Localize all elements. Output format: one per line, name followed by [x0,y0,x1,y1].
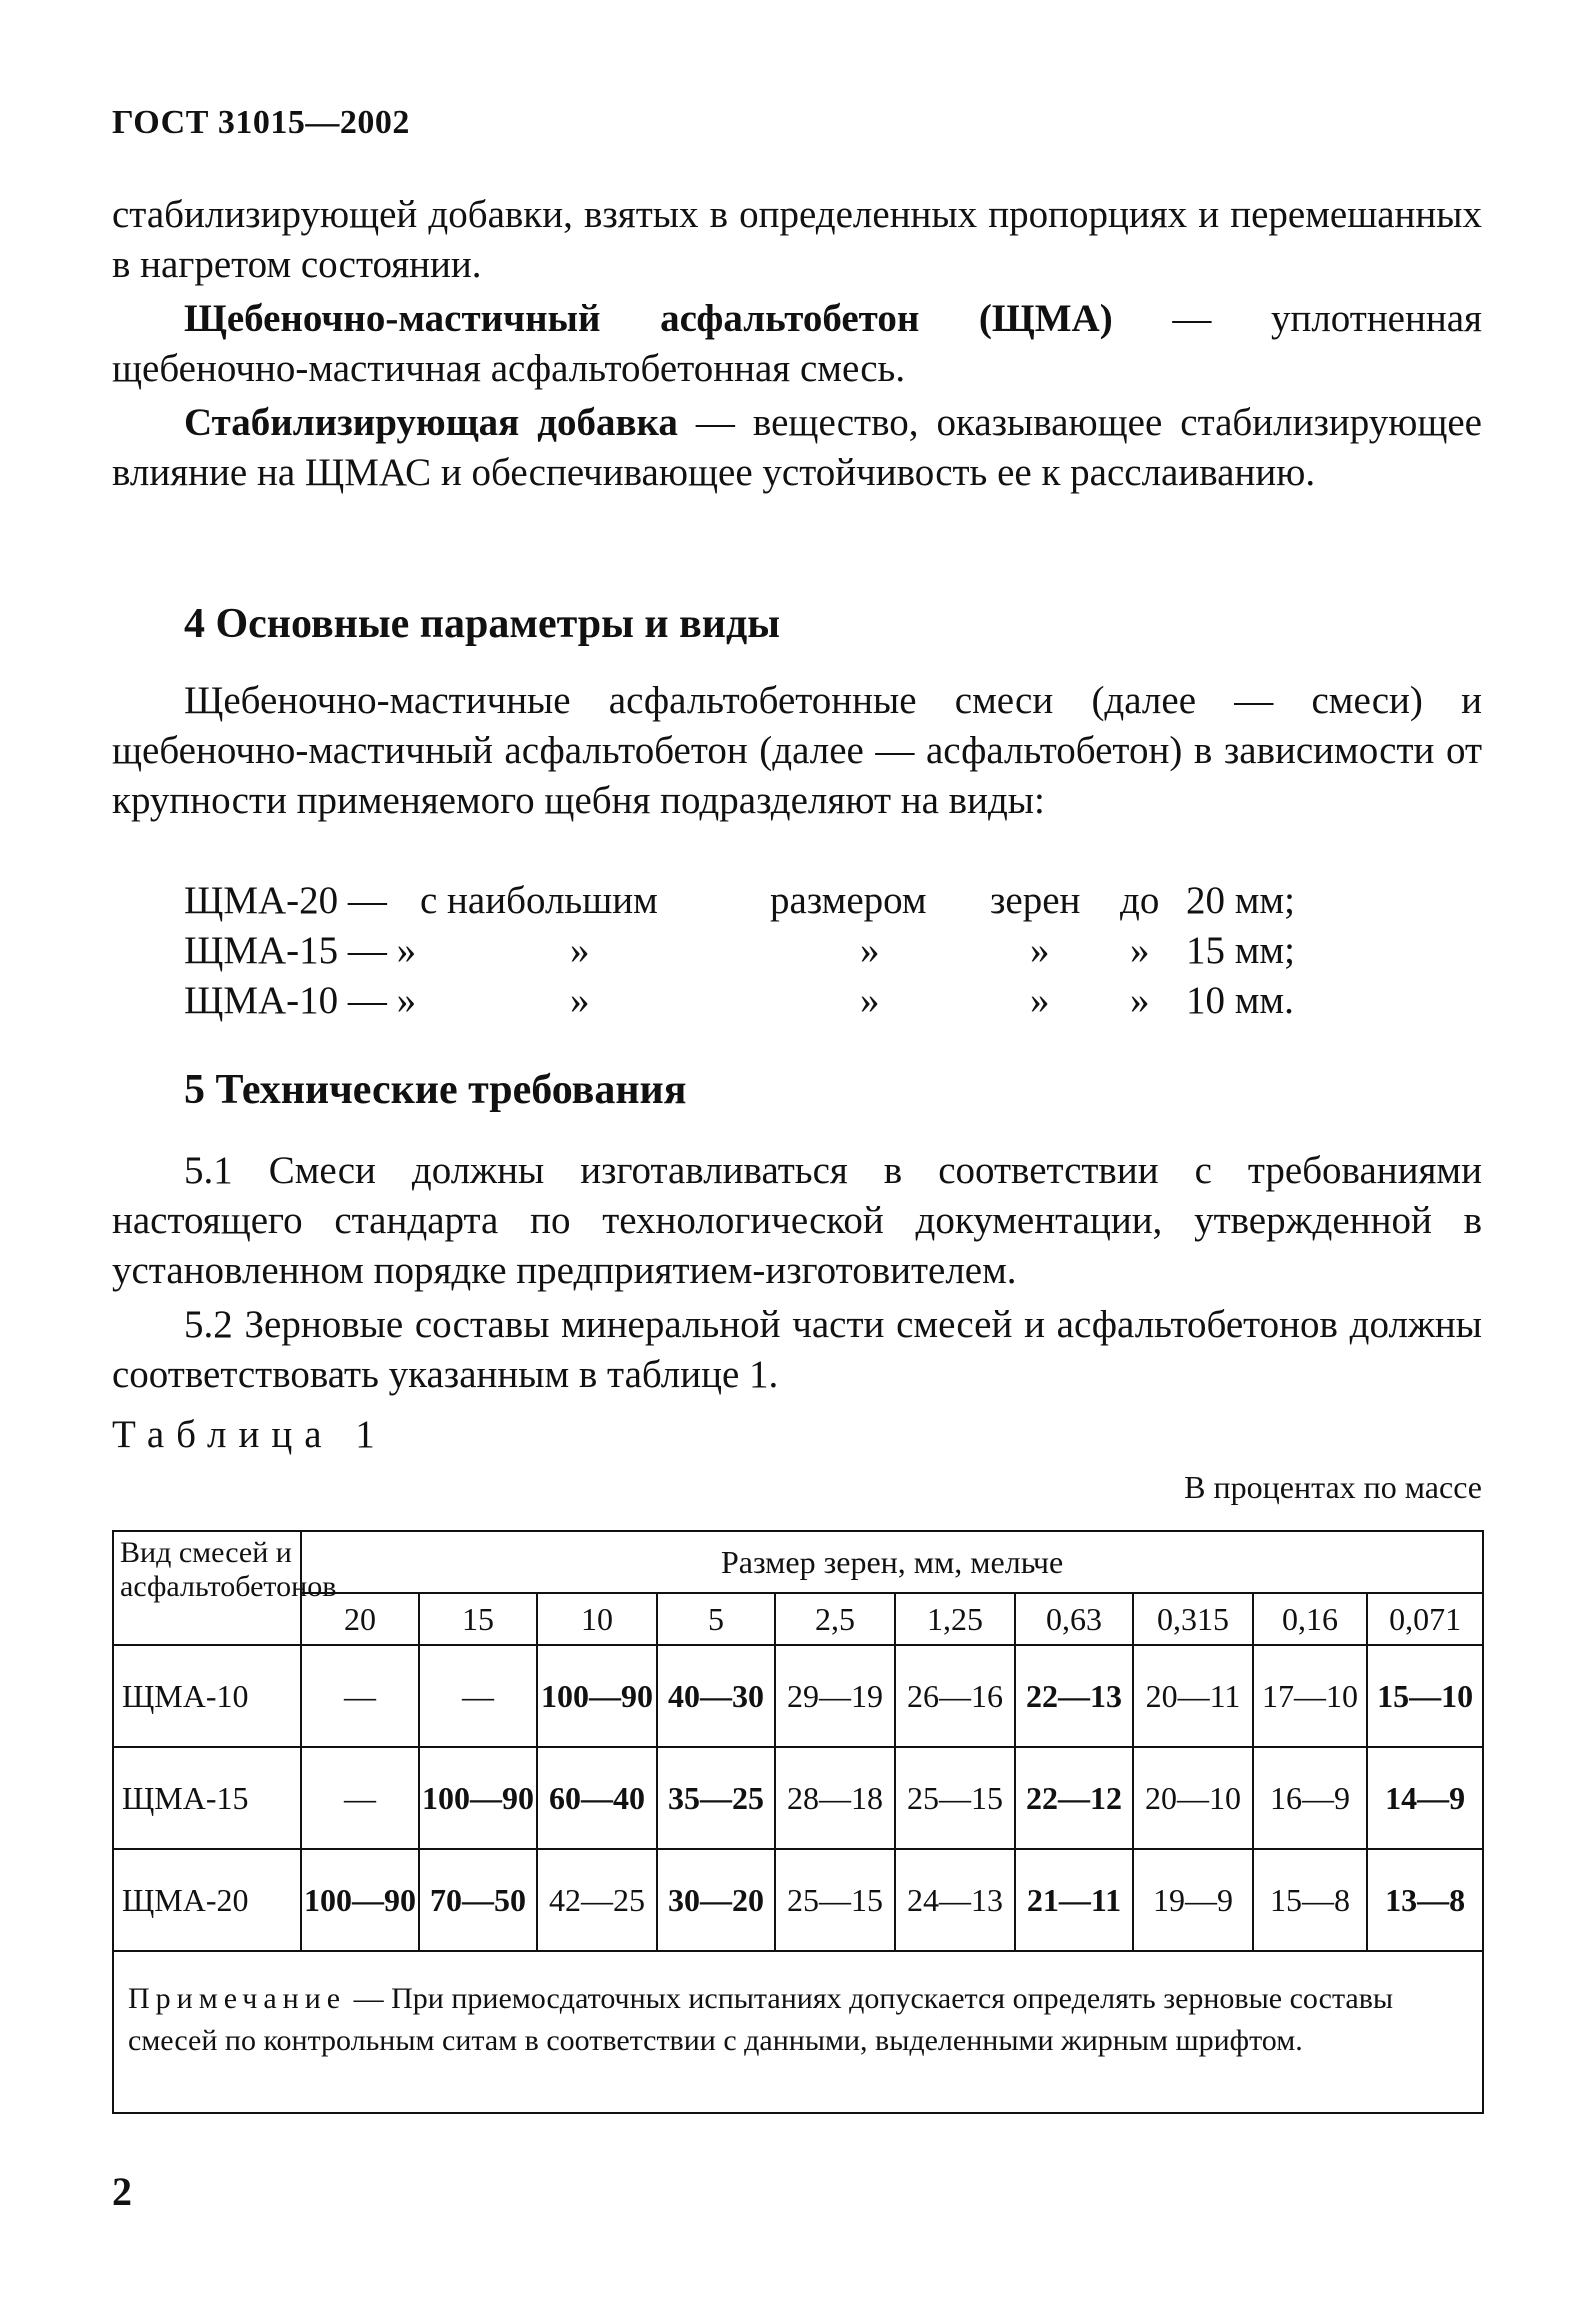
mix-type-col: » [1030,979,1050,1022]
table-cell: 100—90 [419,1747,537,1849]
table-row [113,1849,1483,1951]
row-type: ЩМА-10 [113,1645,301,1747]
mix-type-col: » [1130,929,1150,972]
table-cell: 21—11 [1015,1849,1133,1951]
table-cell: 70—50 [419,1849,537,1951]
table-cell: 20—11 [1133,1645,1253,1747]
table-row [113,1645,1483,1747]
table-cell: 19—9 [1133,1849,1253,1951]
definition-shma [112,294,1482,394]
table-cell: 17—10 [1253,1645,1367,1747]
mix-type-col: » [570,929,590,972]
size-header: 15 [419,1593,537,1645]
note-text: — При приемосдаточных испытаниях допускается определять зерновые составы смесей по контрольным ситам в соответствии с данными, выделенными жирным шрифтом. [128,1982,1394,2057]
size-header: 0,315 [1133,1593,1253,1645]
table-cell: — [301,1747,419,1849]
table-row [113,1747,1483,1849]
table-cell: 20—10 [1133,1747,1253,1849]
definition-shma-paragraph [112,294,1482,394]
table-cell: 28—18 [775,1747,895,1849]
intro-text: стабилизирующей добавки, взятых в определенных пропорциях и перемешанных в нагретом состоянии. [112,193,1482,286]
size-header: 0,63 [1015,1593,1133,1645]
table-cell: 13—8 [1367,1849,1483,1951]
mix-type-name: ЩМА-15 — » [184,929,417,972]
table-cell: 22—13 [1015,1645,1133,1747]
mix-type-col: с наибольшим [420,879,658,922]
table-cell: 35—25 [657,1747,775,1849]
table-cell: 15—10 [1367,1645,1483,1747]
intro-paragraph [112,190,1482,290]
type-column-header: Вид смесей и асфальтобетонов [113,1531,301,1645]
table-cell: 25—15 [775,1849,895,1951]
mix-type-col: зерен [990,879,1081,922]
section-4-text: Щебеночно-мастичные асфальтобетонные смеси (далее — смеси) и щебеночно-мастичный асфальтобетон (далее — асфальтобетон) в зависимости от крупности применяемого щебня подразделяют на виды: [112,679,1482,822]
row-type: ЩМА-20 [113,1849,301,1951]
definition-stabilizer-text: — вещество, оказывающее стабилизирующее влияние на ЩМАС и обеспечивающее устойчивость ее к расслаиванию. [112,401,1482,494]
table-cell: 60—40 [537,1747,657,1849]
mix-type-name: ЩМА-10 — » [184,979,417,1022]
section-5-2-text: 5.2 Зерновые составы минеральной части смесей и асфальтобетонов должны соответствовать указанным в таблице 1. [112,1303,1482,1396]
section-5-title: 5 Технические требования [184,1067,687,1113]
mix-type-size: 15 мм; [1186,929,1295,972]
mix-type-col: размером [770,879,927,922]
mix-type-col: » [570,979,590,1022]
size-header: 10 [537,1593,657,1645]
size-group-header: Размер зерен, мм, мельче [301,1531,1483,1593]
table-cell: 29—19 [775,1645,895,1747]
table-units: В процентах по массе [1184,1469,1482,1505]
row-type: ЩМА-15 [113,1747,301,1849]
definition-shma-term: Щебеночно-мастичный асфальтобетон (ЩМА) [184,297,1113,340]
grain-composition-table [112,1530,1484,2114]
table-cell: 22—12 [1015,1747,1133,1849]
table-header-row [113,1531,1483,1593]
note-label: Примечание [128,1982,347,2015]
size-header: 0,071 [1367,1593,1483,1645]
table-cell: 40—30 [657,1645,775,1747]
section-4-title: 4 Основные параметры и виды [184,601,780,647]
mix-type-col: » [1130,979,1150,1022]
table-cell: 24—13 [895,1849,1015,1951]
section-5-1-text: 5.1 Смеси должны изготавливаться в соответствии с требованиями настоящего стандарта по технологической документации, утвержденной в установленном порядке предприятием-изготовителем. [112,1149,1482,1292]
mix-type-col: » [1030,929,1050,972]
table-cell: 42—25 [537,1849,657,1951]
section-4-paragraph [112,676,1482,826]
size-header: 20 [301,1593,419,1645]
mix-type-col: » [860,979,880,1022]
table-cell: 14—9 [1367,1747,1483,1849]
mix-type-size: 20 мм; [1186,879,1295,922]
size-header: 1,25 [895,1593,1015,1645]
size-header: 5 [657,1593,775,1645]
mix-type-col: » [860,929,880,972]
table-cell: 15—8 [1253,1849,1367,1951]
table-cell: 26—16 [895,1645,1015,1747]
section-5-1 [112,1146,1482,1296]
mix-type-col: до [1120,879,1160,922]
definition-stabilizer-paragraph [112,398,1482,498]
size-header: 2,5 [775,1593,895,1645]
definition-stabilizer-term: Стабилизирующая добавка [184,401,678,444]
page-number: 2 [112,2169,132,2214]
table-cell: — [301,1645,419,1747]
section-5-2 [112,1300,1482,1400]
definition-shma-text: — уплотненная щебеночно-мастичная асфальтобетонная смесь. [112,297,1482,390]
mix-type-name: ЩМА-20 — [184,879,387,922]
table-cell: 16—9 [1253,1747,1367,1849]
table-cell: 25—15 [895,1747,1015,1849]
table-cell: — [419,1645,537,1747]
table-cell: 100—90 [537,1645,657,1747]
table-note-row [113,1951,1483,2113]
size-header: 0,16 [1253,1593,1367,1645]
table-cell: 30—20 [657,1849,775,1951]
mix-type-size: 10 мм. [1186,979,1294,1022]
document-header: ГОСТ 31015—2002 [112,104,410,141]
table-caption: Таблица 1 [112,1413,387,1456]
table-note [113,1951,1483,2113]
table-cell: 100—90 [301,1849,419,1951]
definition-stabilizer [112,398,1482,498]
